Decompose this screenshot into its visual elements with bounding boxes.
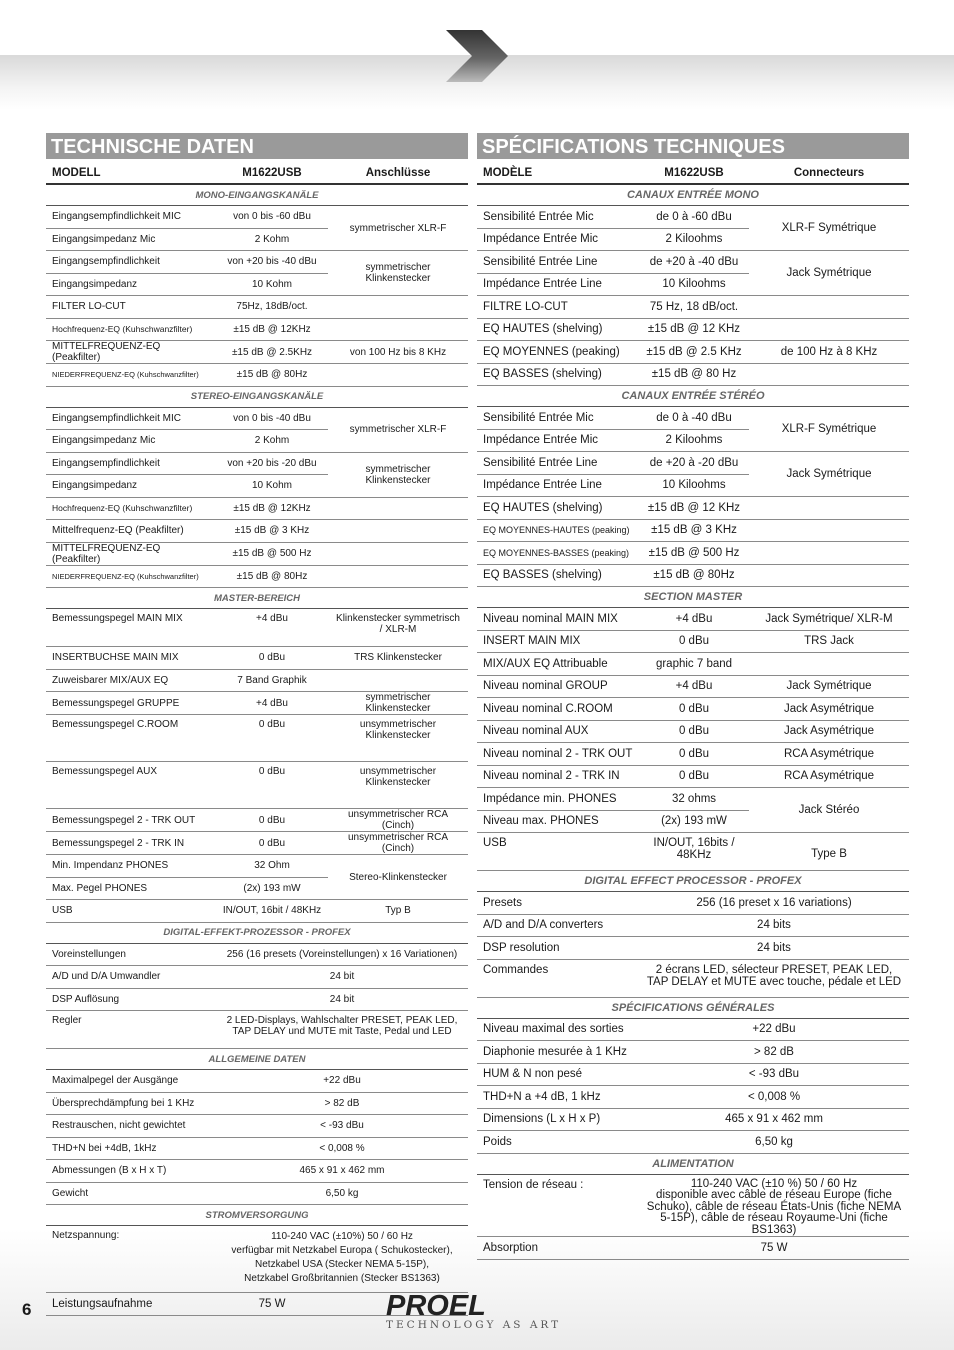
table-row: Maximalpegel der Ausgänge +22 dBu — [46, 1070, 468, 1093]
group-heading: STROMVERSORGUNG — [46, 1205, 468, 1226]
table-row: Niveau nominal 2 - TRK OUT 0 dBu RCA Asymétrique — [477, 743, 909, 766]
table-row: USB IN/OUT, 16bit / 48KHz Typ B — [46, 900, 468, 923]
table-row: MIX/AUX EQ Attribuable graphic 7 band — [477, 653, 909, 676]
group-heading: ALLGEMEINE DATEN — [46, 1049, 468, 1070]
group-heading: MONO-EINGANGSKANÄLE — [46, 184, 468, 206]
table-row: Impédance Entrée Line 10 Kiloohms — [477, 474, 909, 497]
table-row: Hochfrequenz-EQ (Kuhschwanzfilter) ±15 dB @ 12KHz — [46, 497, 468, 520]
table-row: HUM & N non pesé < -93 dBu — [477, 1063, 909, 1086]
group-heading: CANAUX ENTRÉE MONO — [477, 184, 909, 206]
table-row: A/D and D/A converters 24 bits — [477, 914, 909, 937]
table-row: Eingangsempfindlichkeit von +20 bis -40 dBu symmetrischer Klinkenstecker — [46, 251, 468, 274]
table-row: Regler 2 LED-Displays, Wahlschalter PRESET, PEAK LED, TAP DELAY und MUTE mit Taste, Pedal und LED — [46, 1011, 468, 1049]
table-row: Bemessungspegel 2 - TRK IN 0 dBu unsymmetrischer RCA (Cinch) — [46, 832, 468, 855]
table-row: Sensibilité Entrée Mic de 0 à -40 dBu XLR-F Symétrique — [477, 407, 909, 430]
table-row: MITTELFREQUENZ-EQ (Peakfilter) ±15 dB @ 500 Hz — [46, 542, 468, 565]
section-title: TECHNISCHE DATEN — [46, 133, 468, 162]
table-row: Abmessungen (B x H x T) 465 x 91 x 462 mm — [46, 1160, 468, 1183]
table-row: MITTELFREQUENZ-EQ (Peakfilter) ±15 dB @ 2.5KHz von 100 Hz bis 8 KHz — [46, 341, 468, 364]
group-heading: ALIMENTATION — [477, 1153, 909, 1174]
table-row: EQ HAUTES (shelving) ±15 dB @ 12 KHz — [477, 497, 909, 520]
table-row: Niveau nominal MAIN MIX +4 dBu Jack Symétrique/ XLR-M — [477, 608, 909, 631]
table-row: Dimensions (L x H x P) 465 x 91 x 462 mm — [477, 1108, 909, 1131]
table-row: Eingangsimpedanz Mic 2 Kohm — [46, 228, 468, 251]
group-heading: DIGITAL EFFECT PROCESSOR - PROFEX — [477, 871, 909, 892]
table-row: Netzspannung: 110-240 VAC (±10%) 50 / 60 Hz verfügbar mit Netzkabel Europa ( Schukostecker), Netzkabel USA (Stecker NEMA 5-15P), Netzkabel Großbritannien (Stecker BS1363) — [46, 1226, 468, 1293]
table-row: Niveau nominal 2 - TRK IN 0 dBu RCA Asymétrique — [477, 765, 909, 788]
table-row: Zuweisbarer MIX/AUX EQ 7 Band Graphik — [46, 669, 468, 692]
table-row: Hochfrequenz-EQ (Kuhschwanzfilter) ±15 dB @ 12KHz — [46, 318, 468, 341]
table-row: Bemessungspegel C.ROOM 0 dBu unsymmetrischer Klinkenstecker — [46, 715, 468, 762]
table-row: Übersprechdämpfung bei 1 KHz > 82 dB — [46, 1092, 468, 1115]
table-row: Eingangsimpedanz Mic 2 Kohm — [46, 430, 468, 453]
header-model: MODÈLE — [477, 162, 639, 184]
header-product: M1622USB — [639, 162, 749, 184]
group-heading: CANAUX ENTRÉE STÉRÉO — [477, 386, 909, 407]
table-row: Impédance Entrée Mic 2 Kiloohms — [477, 228, 909, 251]
table-row: Voreinstellungen 256 (16 presets (Voreinstellungen) x 16 Variationen) — [46, 943, 468, 966]
table-row: Leistungsaufnahme 75 W — [46, 1293, 468, 1316]
table-row: Impédance Entrée Mic 2 Kiloohms — [477, 429, 909, 452]
table-row: Bemessungspegel MAIN MIX +4 dBu Klinkenstecker symmetrisch / XLR-M — [46, 609, 468, 647]
table-row: Min. Impendanz PHONES 32 Ohm Stereo-Klinkenstecker — [46, 855, 468, 878]
table-row: Tension de réseau : 110-240 VAC (±10 %) 50 / 60 Hz disponible avec câble de réseau Europe (fiche Schuko), câble de réseau États-Unis (fiche NEMA 5-15P), câble de réseau Royaume-Uni (fiche BS1363) — [477, 1174, 909, 1237]
table-row: Niveau nominal AUX 0 dBu Jack Asymétrique — [477, 720, 909, 743]
table-row: Eingangsempfindlichkeit MIC von 0 bis -60 dBu symmetrischer XLR-F — [46, 206, 468, 229]
table-row: THD+N a +4 dB, 1 kHz < 0,008 % — [477, 1086, 909, 1109]
table-row: USB IN/OUT, 16bits / 48KHz Type B — [477, 833, 909, 871]
table-row: NIEDERFREQUENZ-EQ (Kuhschwanzfilter) ±15 dB @ 80Hz — [46, 565, 468, 588]
header-product: M1622USB — [216, 162, 328, 184]
table-row: INSERTBUCHSE MAIN MIX 0 dBu TRS Klinkenstecker — [46, 647, 468, 670]
table-row: Max. Pegel PHONES (2x) 193 mW — [46, 877, 468, 900]
table-row: EQ MOYENNES-BASSES (peaking) ±15 dB @ 500 Hz — [477, 542, 909, 565]
group-heading: SPÉCIFICATIONS GÉNÉRALES — [477, 997, 909, 1018]
table-row: FILTRE LO-CUT 75 Hz, 18 dB/oct. — [477, 296, 909, 319]
table-row: A/D und D/A Umwandler 24 bit — [46, 966, 468, 989]
group-heading: SECTION MASTER — [477, 587, 909, 608]
table-row: DSP Auflösung 24 bit — [46, 988, 468, 1011]
table-row: Poids 6,50 kg — [477, 1131, 909, 1154]
table-row: Sensibilité Entrée Line de +20 à -20 dBu Jack Symétrique — [477, 452, 909, 475]
table-row: Diaphonie mesurée à 1 KHz > 82 dB — [477, 1041, 909, 1064]
header-connectors: Anschlüsse — [328, 162, 468, 184]
table-row: Absorption 75 W — [477, 1237, 909, 1260]
table-header — [477, 162, 909, 184]
table-row: EQ HAUTES (shelving) ±15 dB @ 12 KHz — [477, 318, 909, 341]
header-model: MODELL — [46, 162, 216, 184]
table-row: Commandes 2 écrans LED, sélecteur PRESET, PEAK LED, TAP DELAY et MUTE avec touche, pédale et LED — [477, 959, 909, 997]
table-row: Niveau maximal des sorties +22 dBu — [477, 1018, 909, 1041]
table-row: Sensibilité Entrée Mic de 0 à -60 dBu XLR-F Symétrique — [477, 206, 909, 229]
table-row: Eingangsempfindlichkeit MIC von 0 bis -40 dBu symmetrischer XLR-F — [46, 407, 468, 430]
table-row: NIEDERFREQUENZ-EQ (Kuhschwanzfilter) ±15 dB @ 80Hz — [46, 364, 468, 387]
table-row: Bemessungspegel AUX 0 dBu unsymmetrischer Klinkenstecker — [46, 762, 468, 809]
table-row: Niveau nominal C.ROOM 0 dBu Jack Asymétrique — [477, 698, 909, 721]
table-row: Restrauschen, nicht gewichtet < -93 dBu — [46, 1115, 468, 1138]
brand-logo — [386, 1290, 572, 1331]
german-spec-column — [46, 133, 468, 1316]
spec-table — [46, 162, 468, 1316]
table-row: Gewicht 6,50 kg — [46, 1182, 468, 1205]
page-number: 6 — [22, 1300, 32, 1319]
brand-name: PROEL — [386, 1290, 486, 1322]
group-heading: STEREO-EINGANGSKANÄLE — [46, 386, 468, 407]
table-row: Bemessungspegel 2 - TRK OUT 0 dBu unsymmetrischer RCA (Cinch) — [46, 809, 468, 832]
table-row: DSP resolution 24 bits — [477, 937, 909, 960]
table-row: Bemessungspegel GRUPPE +4 dBu symmetrischer Klinkenstecker — [46, 692, 468, 715]
table-row: Eingangsimpedanz 10 Kohm — [46, 273, 468, 296]
table-row: Presets 256 (16 preset x 16 variations) — [477, 892, 909, 915]
table-row: EQ BASSES (shelving) ±15 dB @ 80 Hz — [477, 363, 909, 386]
section-title: SPÉCIFICATIONS TECHNIQUES — [477, 133, 909, 162]
table-row: Impédance min. PHONES 32 ohms Jack Stéréo — [477, 788, 909, 811]
table-row: Eingangsimpedanz 10 Kohm — [46, 475, 468, 498]
table-row: Sensibilité Entrée Line de +20 à -40 dBu Jack Symétrique — [477, 251, 909, 274]
table-row: Eingangsempfindlichkeit von +20 bis -20 dBu symmetrischer Klinkenstecker — [46, 452, 468, 475]
table-row: EQ MOYENNES-HAUTES (peaking) ±15 dB @ 3 KHz — [477, 519, 909, 542]
group-heading: MASTER-BEREICH — [46, 588, 468, 609]
table-row: EQ MOYENNES (peaking) ±15 dB @ 2.5 KHz de 100 Hz à 8 KHz — [477, 341, 909, 364]
header-connectors: Connecteurs — [749, 162, 909, 184]
spec-table — [477, 162, 909, 1260]
chevron-arrow-icon — [444, 28, 510, 84]
table-row: INSERT MAIN MIX 0 dBu TRS Jack — [477, 630, 909, 653]
french-spec-column — [477, 133, 909, 1260]
table-row: Niveau nominal GROUP +4 dBu Jack Symétrique — [477, 675, 909, 698]
group-heading: DIGITAL-EFFEKT-PROZESSOR - PROFEX — [46, 922, 468, 943]
table-row: Niveau max. PHONES (2x) 193 mW — [477, 810, 909, 833]
table-row: Impédance Entrée Line 10 Kiloohms — [477, 273, 909, 296]
brand-tagline: TECHNOLOGY AS ART — [386, 1319, 562, 1331]
table-row: FILTER LO-CUT 75Hz, 18dB/oct. — [46, 296, 468, 319]
table-row: EQ BASSES (shelving) ±15 dB @ 80Hz — [477, 564, 909, 587]
table-row: Mittelfrequenz-EQ (Peakfilter) ±15 dB @ 3 KHz — [46, 520, 468, 543]
table-row: THD+N bei +4dB, 1kHz < 0,008 % — [46, 1137, 468, 1160]
table-header — [46, 162, 468, 184]
